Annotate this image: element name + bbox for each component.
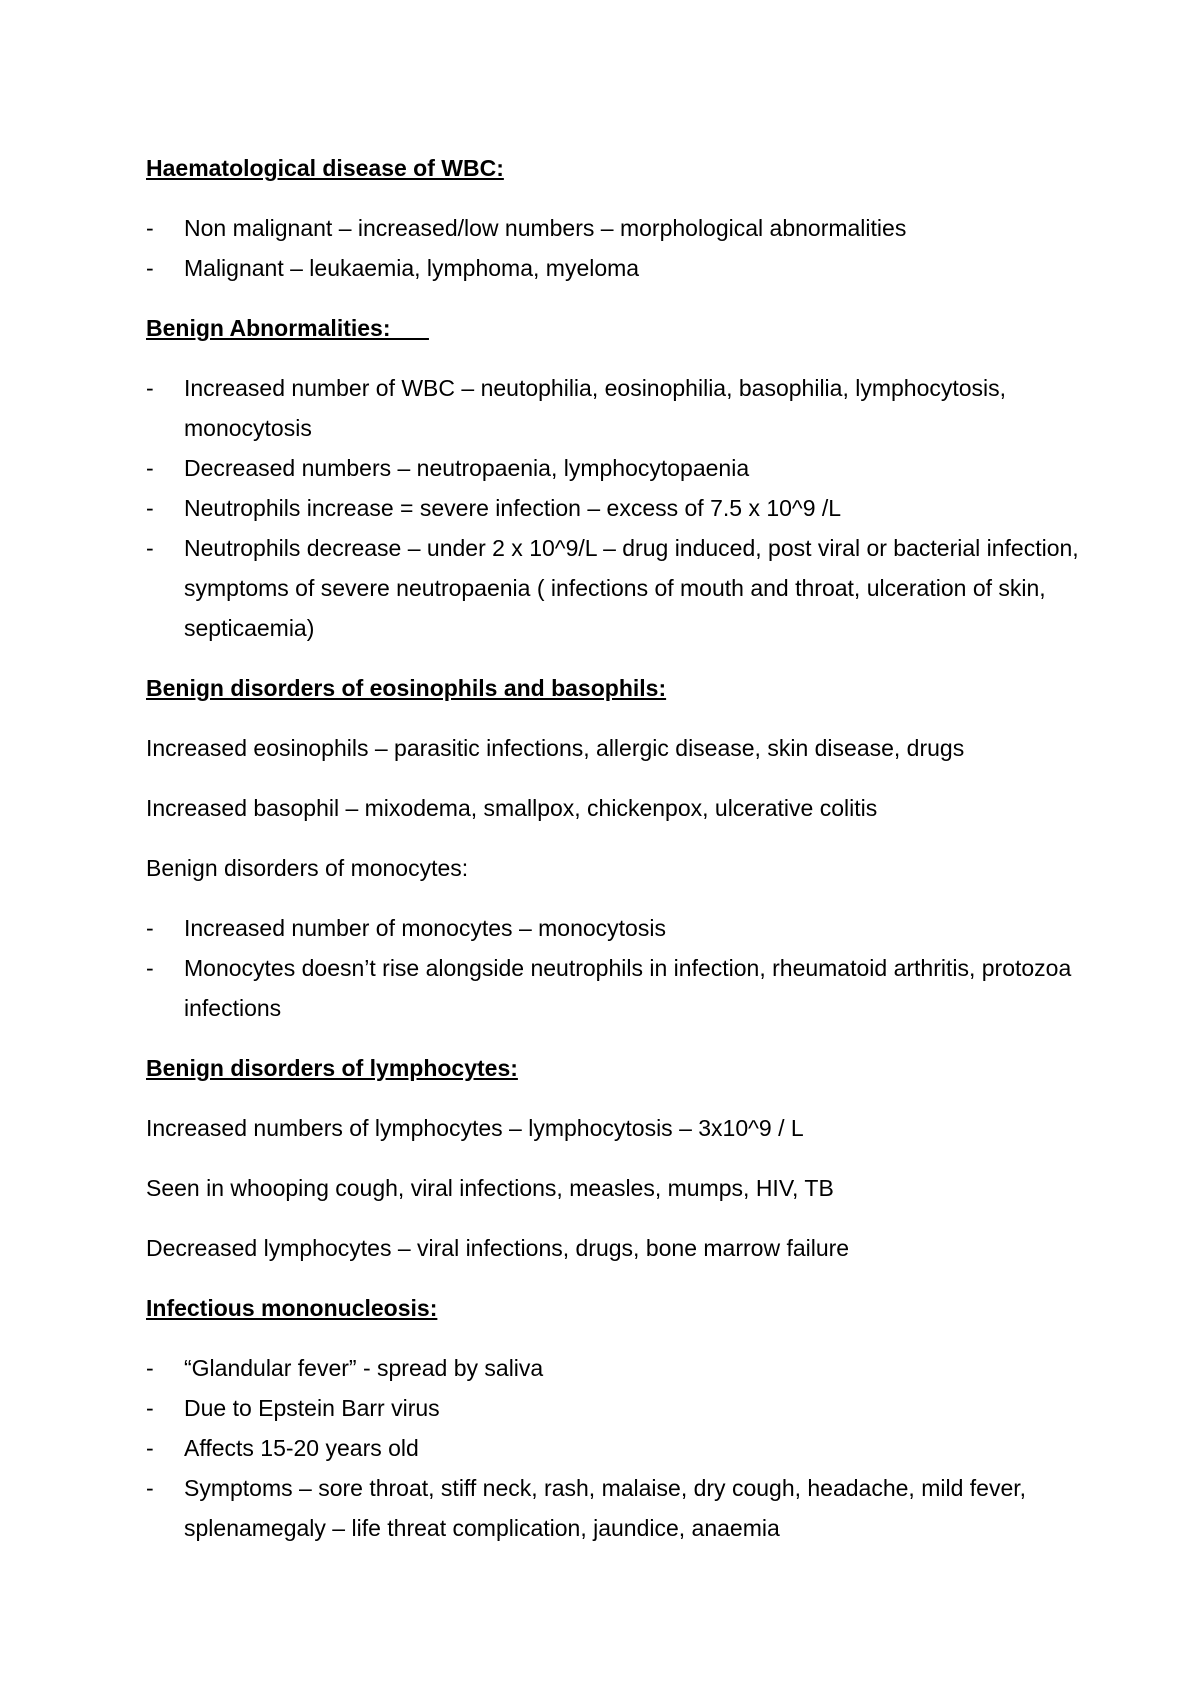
section-heading-text: Benign disorders of eosinophils and basophils: — [146, 675, 667, 701]
paragraph: Increased eosinophils – parasitic infections, allergic disease, skin disease, drugs — [146, 735, 965, 761]
dash-bullet-icon: - — [146, 1475, 154, 1501]
section-heading — [146, 1048, 1086, 1088]
bullet-list — [146, 1348, 1086, 1548]
list-item — [146, 528, 1086, 648]
list-item — [146, 248, 1086, 288]
list-item — [146, 448, 1086, 488]
section-heading — [146, 668, 1086, 708]
section-heading-underline-trail — [391, 315, 429, 341]
dash-bullet-icon: - — [146, 255, 154, 281]
list-item-text: Increased number of WBC – neutophilia, eosinophilia, basophilia, lymphocytosis, monocytosis — [184, 375, 1007, 441]
list-item-text: Neutrophils decrease – under 2 x 10^9/L – drug induced, post viral or bacterial infection, symptoms of severe neutropaenia ( infections of mouth and throat, ulceration of skin, septicaemia) — [184, 535, 1079, 641]
list-item-text: “Glandular fever” - spread by saliva — [184, 1355, 544, 1381]
dash-bullet-icon: - — [146, 1435, 154, 1461]
list-item — [146, 948, 1086, 1028]
section-heading — [146, 1288, 1086, 1328]
dash-bullet-icon: - — [146, 1355, 154, 1381]
dash-bullet-icon: - — [146, 955, 154, 981]
list-item-text: Affects 15-20 years old — [184, 1435, 419, 1461]
paragraph: Increased basophil – mixodema, smallpox, chickenpox, ulcerative colitis — [146, 795, 878, 821]
dash-bullet-icon: - — [146, 495, 154, 521]
paragraph: Increased numbers of lymphocytes – lymphocytosis – 3x10^9 / L — [146, 1115, 804, 1141]
dash-bullet-icon: - — [146, 215, 154, 241]
dash-bullet-icon: - — [146, 1395, 154, 1421]
section-heading-text: Haematological disease of WBC: — [146, 155, 504, 181]
list-item-text: Malignant – leukaemia, lymphoma, myeloma — [184, 255, 640, 281]
paragraph: Seen in whooping cough, viral infections, measles, mumps, HIV, TB — [146, 1175, 834, 1201]
list-item-text: Monocytes doesn’t rise alongside neutrophils in infection, rheumatoid arthritis, protozoa infections — [184, 955, 1072, 1021]
paragraph: Decreased lymphocytes – viral infections, drugs, bone marrow failure — [146, 1235, 850, 1261]
list-item — [146, 368, 1086, 448]
section-heading-text: Infectious mononucleosis: — [146, 1295, 438, 1321]
section-heading-text: Benign disorders of lymphocytes: — [146, 1055, 518, 1081]
section-heading — [146, 148, 1086, 188]
dash-bullet-icon: - — [146, 375, 154, 401]
list-item — [146, 1348, 1086, 1388]
list-item — [146, 1388, 1086, 1428]
bullet-list — [146, 208, 1086, 288]
list-item-text: Decreased numbers – neutropaenia, lymphocytopaenia — [184, 455, 750, 481]
list-item-text: Non malignant – increased/low numbers – morphological abnormalities — [184, 215, 907, 241]
section-heading — [146, 308, 1086, 348]
list-item-text: Symptoms – sore throat, stiff neck, rash, malaise, dry cough, headache, mild fever, splenamegaly – life threat complication, jaundice, anaemia — [184, 1475, 1027, 1541]
list-item — [146, 1468, 1086, 1548]
dash-bullet-icon: - — [146, 535, 154, 561]
bullet-list — [146, 368, 1086, 648]
list-item-text: Due to Epstein Barr virus — [184, 1395, 440, 1421]
list-item — [146, 1428, 1086, 1468]
dash-bullet-icon: - — [146, 915, 154, 941]
paragraph: Benign disorders of monocytes: — [146, 855, 469, 881]
list-item — [146, 488, 1086, 528]
dash-bullet-icon: - — [146, 455, 154, 481]
list-item-text: Increased number of monocytes – monocytosis — [184, 915, 666, 941]
document-body — [146, 148, 1086, 1568]
bullet-list — [146, 908, 1086, 1028]
section-heading-text: Benign Abnormalities: — [146, 315, 391, 341]
list-item-text: Neutrophils increase = severe infection – excess of 7.5 x 10^9 /L — [184, 495, 842, 521]
list-item — [146, 208, 1086, 248]
list-item — [146, 908, 1086, 948]
